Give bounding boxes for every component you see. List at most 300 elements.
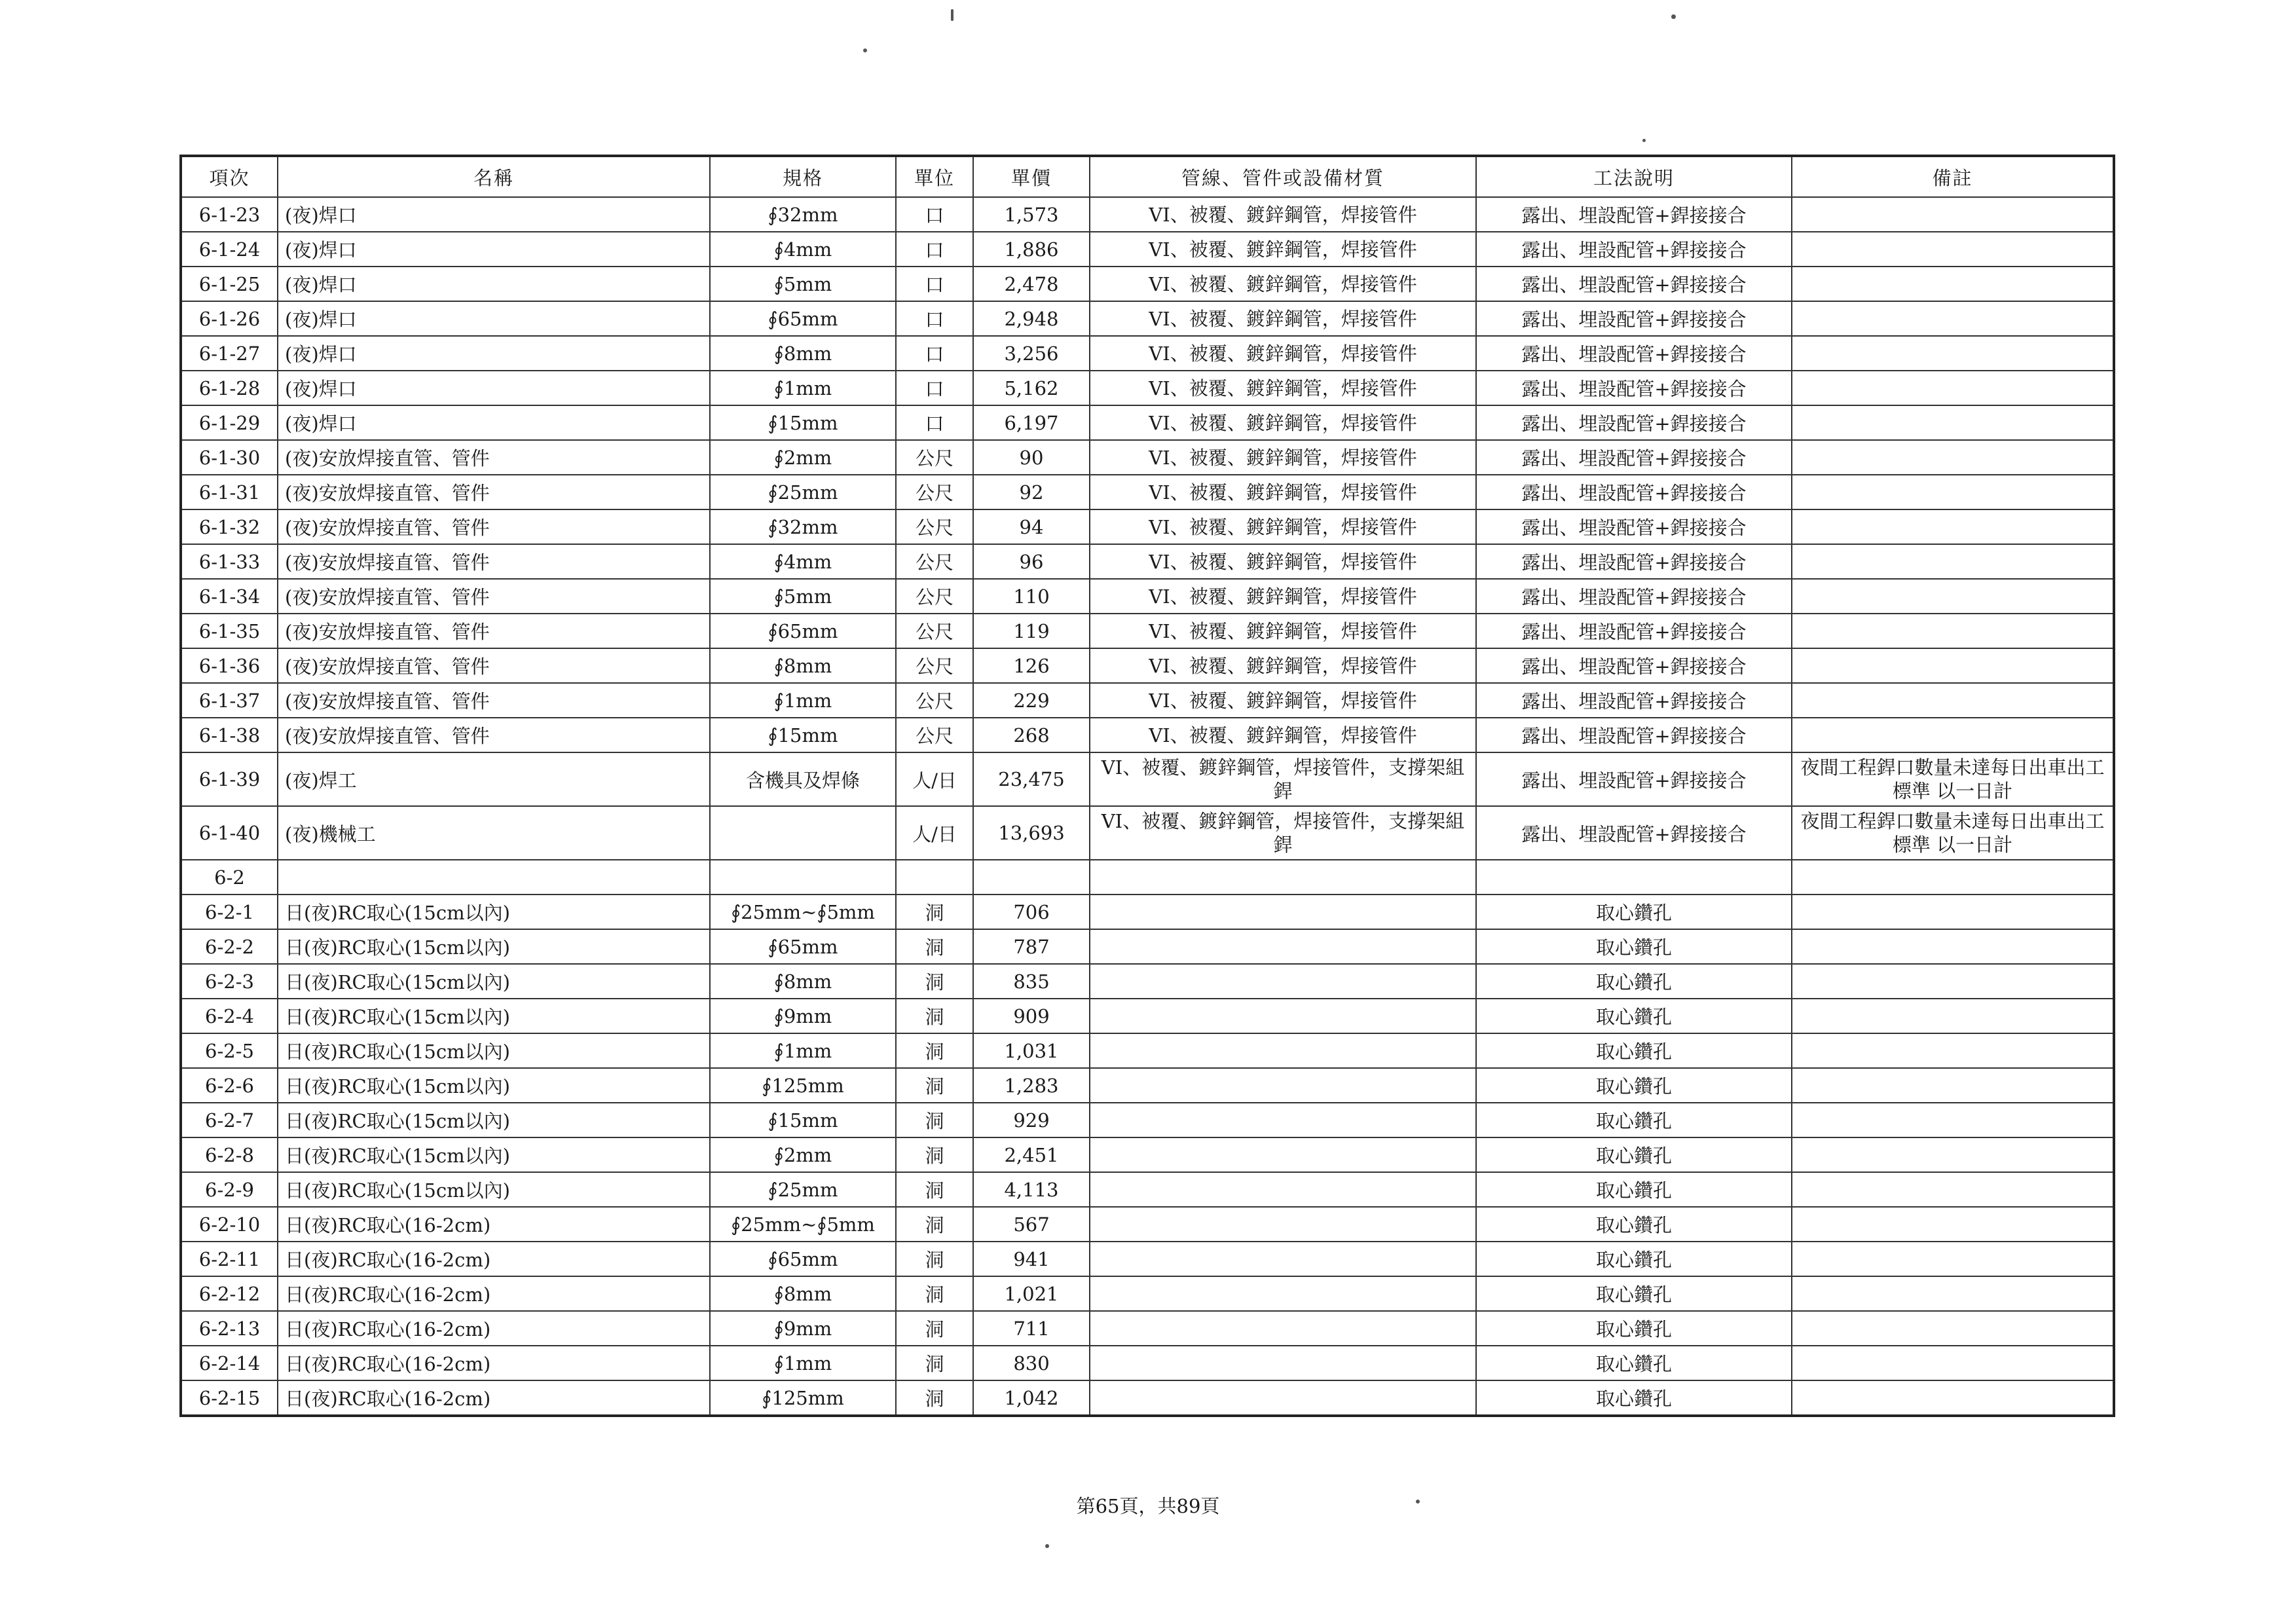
cell-item-no: 6-1-26 <box>181 301 278 336</box>
cell-material <box>1090 1311 1476 1346</box>
cell-method: 露出、埋設配管+銲接接合 <box>1476 197 1792 232</box>
table-body <box>181 197 2114 1416</box>
cell-unit: 洞 <box>896 1311 973 1346</box>
cell-spec: ∮1mm <box>710 1033 896 1068</box>
cell-spec: ∮1mm <box>710 371 896 405</box>
scan-speck <box>1642 139 1646 142</box>
table-row <box>181 1068 2114 1103</box>
cell-spec: ∮15mm <box>710 405 896 440</box>
cell-item-no: 6-1-33 <box>181 544 278 579</box>
cell-unit: 公尺 <box>896 718 973 752</box>
table-row <box>181 1137 2114 1172</box>
cell-remark: 夜間工程銲口數量未達每日出車出工標準 以一日計 <box>1792 752 2114 806</box>
cell-method: 取心鑽孔 <box>1476 1346 1792 1380</box>
cell-item-no: 6-2-15 <box>181 1380 278 1416</box>
cell-remark <box>1792 1103 2114 1137</box>
cell-item-no: 6-1-28 <box>181 371 278 405</box>
scan-speck <box>951 9 954 21</box>
cell-unit: 洞 <box>896 929 973 964</box>
cell-method: 取心鑽孔 <box>1476 1103 1792 1137</box>
cell-name: 日(夜)RC取心(15cm以內) <box>278 1172 710 1207</box>
table-row <box>181 336 2114 371</box>
cell-spec: ∮8mm <box>710 964 896 999</box>
cell-unit-price: 835 <box>973 964 1090 999</box>
cell-unit-price: 2,948 <box>973 301 1090 336</box>
table-row <box>181 806 2114 860</box>
cell-remark <box>1792 336 2114 371</box>
cell-name: (夜)安放焊接直管、管件 <box>278 579 710 614</box>
cell-unit-price: 929 <box>973 1103 1090 1137</box>
cell-unit-price: 90 <box>973 440 1090 475</box>
cell-method: 取心鑽孔 <box>1476 1207 1792 1242</box>
cell-unit: 公尺 <box>896 544 973 579</box>
cell-material: VI、被覆、鍍鋅鋼管，焊接管件 <box>1090 267 1476 301</box>
cell-unit: 口 <box>896 232 973 267</box>
cell-unit: 公尺 <box>896 648 973 683</box>
cell-unit: 公尺 <box>896 509 973 544</box>
cell-unit-price: 909 <box>973 999 1090 1033</box>
cell-material <box>1090 999 1476 1033</box>
table-row <box>181 718 2114 752</box>
cell-method: 取心鑽孔 <box>1476 1068 1792 1103</box>
cell-name: 日(夜)RC取心(15cm以內) <box>278 929 710 964</box>
cell-spec: ∮25mm~∮5mm <box>710 1207 896 1242</box>
table-row <box>181 1380 2114 1416</box>
cell-unit: 洞 <box>896 1172 973 1207</box>
cell-remark <box>1792 1033 2114 1068</box>
cell-material <box>1090 1242 1476 1276</box>
cell-spec: ∮65mm <box>710 301 896 336</box>
table-row <box>181 509 2114 544</box>
cell-unit: 口 <box>896 405 973 440</box>
cell-unit-price: 1,021 <box>973 1276 1090 1311</box>
cell-name: (夜)安放焊接直管、管件 <box>278 683 710 718</box>
cell-name: 日(夜)RC取心(15cm以內) <box>278 895 710 929</box>
cell-material: VI、被覆、鍍鋅鋼管，焊接管件 <box>1090 440 1476 475</box>
cell-spec: ∮65mm <box>710 1242 896 1276</box>
cell-method: 露出、埋設配管+銲接接合 <box>1476 614 1792 648</box>
cell-name: 日(夜)RC取心(15cm以內) <box>278 1103 710 1137</box>
cell-unit: 洞 <box>896 1103 973 1137</box>
table-row <box>181 1242 2114 1276</box>
cell-remark <box>1792 232 2114 267</box>
cell-method: 露出、埋設配管+銲接接合 <box>1476 718 1792 752</box>
cell-item-no: 6-1-35 <box>181 614 278 648</box>
scan-speck <box>1416 1500 1420 1504</box>
cell-material <box>1090 1346 1476 1380</box>
cell-method: 取心鑽孔 <box>1476 1172 1792 1207</box>
cell-material: VI、被覆、鍍鋅鋼管，焊接管件 <box>1090 371 1476 405</box>
cell-spec: ∮65mm <box>710 929 896 964</box>
cell-unit-price: 229 <box>973 683 1090 718</box>
cell-remark <box>1792 1346 2114 1380</box>
cell-material: VI、被覆、鍍鋅鋼管，焊接管件 <box>1090 405 1476 440</box>
cell-spec: ∮9mm <box>710 999 896 1033</box>
cell-remark <box>1792 895 2114 929</box>
cell-remark: 夜間工程銲口數量未達每日出車出工標準 以一日計 <box>1792 806 2114 860</box>
cell-unit-price: 1,042 <box>973 1380 1090 1416</box>
cell-remark <box>1792 614 2114 648</box>
table-row <box>181 440 2114 475</box>
table-row <box>181 197 2114 232</box>
cell-name: (夜)安放焊接直管、管件 <box>278 648 710 683</box>
cell-name: (夜)安放焊接直管、管件 <box>278 475 710 509</box>
cell-unit: 口 <box>896 371 973 405</box>
cell-method: 露出、埋設配管+銲接接合 <box>1476 509 1792 544</box>
cell-item-no: 6-2-3 <box>181 964 278 999</box>
table-row <box>181 371 2114 405</box>
cell-method: 取心鑽孔 <box>1476 1033 1792 1068</box>
cell-name: (夜)安放焊接直管、管件 <box>278 509 710 544</box>
cell-method: 露出、埋設配管+銲接接合 <box>1476 579 1792 614</box>
cell-name: 日(夜)RC取心(16-2cm) <box>278 1380 710 1416</box>
cell-unit-price: 96 <box>973 544 1090 579</box>
table-row <box>181 752 2114 806</box>
cell-name: (夜)焊口 <box>278 232 710 267</box>
cell-spec: ∮5mm <box>710 267 896 301</box>
cell-name: (夜)安放焊接直管、管件 <box>278 718 710 752</box>
cell-method: 露出、埋設配管+銲接接合 <box>1476 267 1792 301</box>
cell-item-no: 6-1-30 <box>181 440 278 475</box>
cell-method: 取心鑽孔 <box>1476 964 1792 999</box>
cell-item-no: 6-1-23 <box>181 197 278 232</box>
table-row <box>181 999 2114 1033</box>
cell-unit: 洞 <box>896 1380 973 1416</box>
cell-method: 露出、埋設配管+銲接接合 <box>1476 301 1792 336</box>
cell-unit-price: 1,283 <box>973 1068 1090 1103</box>
cell-unit-price: 711 <box>973 1311 1090 1346</box>
header-item-no: 項次 <box>181 156 278 197</box>
cell-remark <box>1792 405 2114 440</box>
cell-method: 露出、埋設配管+銲接接合 <box>1476 440 1792 475</box>
cell-material <box>1090 964 1476 999</box>
cell-name: 日(夜)RC取心(15cm以內) <box>278 1033 710 1068</box>
cell-remark <box>1792 1137 2114 1172</box>
cell-method: 露出、埋設配管+銲接接合 <box>1476 405 1792 440</box>
table-row <box>181 475 2114 509</box>
cell-item-no: 6-2-8 <box>181 1137 278 1172</box>
price-table-sheet <box>179 155 2113 1417</box>
cell-remark <box>1792 648 2114 683</box>
cell-item-no: 6-2-11 <box>181 1242 278 1276</box>
cell-unit-price: 268 <box>973 718 1090 752</box>
cell-unit <box>896 860 973 895</box>
header-unit-price: 單價 <box>973 156 1090 197</box>
cell-material <box>1090 1172 1476 1207</box>
cell-unit: 公尺 <box>896 614 973 648</box>
cell-unit-price: 1,886 <box>973 232 1090 267</box>
cell-name: 日(夜)RC取心(15cm以內) <box>278 964 710 999</box>
cell-spec: ∮25mm <box>710 1172 896 1207</box>
cell-material: VI、被覆、鍍鋅鋼管，焊接管件 <box>1090 718 1476 752</box>
header-name: 名稱 <box>278 156 710 197</box>
cell-spec: ∮1mm <box>710 683 896 718</box>
cell-remark <box>1792 683 2114 718</box>
cell-unit-price: 5,162 <box>973 371 1090 405</box>
cell-name: 日(夜)RC取心(15cm以內) <box>278 1137 710 1172</box>
table-row <box>181 267 2114 301</box>
cell-unit: 人/日 <box>896 806 973 860</box>
cell-unit-price: 23,475 <box>973 752 1090 806</box>
table-row <box>181 579 2114 614</box>
table-row <box>181 1207 2114 1242</box>
scan-speck <box>863 48 867 52</box>
cell-name: (夜)安放焊接直管、管件 <box>278 614 710 648</box>
cell-remark <box>1792 579 2114 614</box>
header-method: 工法說明 <box>1476 156 1792 197</box>
cell-spec: ∮2mm <box>710 1137 896 1172</box>
cell-remark <box>1792 1276 2114 1311</box>
cell-item-no: 6-2-7 <box>181 1103 278 1137</box>
cell-name: 日(夜)RC取心(15cm以內) <box>278 1068 710 1103</box>
cell-method: 露出、埋設配管+銲接接合 <box>1476 475 1792 509</box>
cell-item-no: 6-2-2 <box>181 929 278 964</box>
cell-unit-price: 110 <box>973 579 1090 614</box>
cell-item-no: 6-1-37 <box>181 683 278 718</box>
table-header-row <box>181 156 2114 197</box>
cell-unit: 公尺 <box>896 475 973 509</box>
cell-method: 取心鑽孔 <box>1476 999 1792 1033</box>
cell-remark <box>1792 1068 2114 1103</box>
cell-material: VI、被覆、鍍鋅鋼管，焊接管件，支撐架組銲 <box>1090 752 1476 806</box>
table-row <box>181 648 2114 683</box>
table-row <box>181 1172 2114 1207</box>
cell-spec: ∮32mm <box>710 509 896 544</box>
cell-unit: 洞 <box>896 895 973 929</box>
cell-remark <box>1792 860 2114 895</box>
cell-unit-price: 94 <box>973 509 1090 544</box>
cell-item-no: 6-2-12 <box>181 1276 278 1311</box>
table-row <box>181 1103 2114 1137</box>
cell-name: 日(夜)RC取心(16-2cm) <box>278 1346 710 1380</box>
cell-material <box>1090 1276 1476 1311</box>
cell-spec: ∮15mm <box>710 718 896 752</box>
cell-material: VI、被覆、鍍鋅鋼管，焊接管件 <box>1090 232 1476 267</box>
cell-spec: ∮5mm <box>710 579 896 614</box>
cell-name: (夜)焊口 <box>278 371 710 405</box>
cell-name: (夜)機械工 <box>278 806 710 860</box>
cell-remark <box>1792 1207 2114 1242</box>
cell-method: 露出、埋設配管+銲接接合 <box>1476 371 1792 405</box>
cell-unit: 洞 <box>896 1033 973 1068</box>
cell-method: 取心鑽孔 <box>1476 929 1792 964</box>
cell-name: 日(夜)RC取心(16-2cm) <box>278 1207 710 1242</box>
cell-remark <box>1792 964 2114 999</box>
cell-item-no: 6-1-39 <box>181 752 278 806</box>
cell-method: 露出、埋設配管+銲接接合 <box>1476 336 1792 371</box>
cell-material: VI、被覆、鍍鋅鋼管，焊接管件 <box>1090 614 1476 648</box>
header-material: 管線、管件或設備材質 <box>1090 156 1476 197</box>
table-row <box>181 1276 2114 1311</box>
cell-remark <box>1792 999 2114 1033</box>
cell-name: 日(夜)RC取心(16-2cm) <box>278 1311 710 1346</box>
cell-spec: ∮65mm <box>710 614 896 648</box>
table-row <box>181 232 2114 267</box>
cell-unit-price: 2,478 <box>973 267 1090 301</box>
cell-method: 取心鑽孔 <box>1476 1242 1792 1276</box>
cell-method <box>1476 860 1792 895</box>
cell-name: (夜)焊口 <box>278 267 710 301</box>
table-row <box>181 301 2114 336</box>
cell-name: (夜)焊口 <box>278 336 710 371</box>
cell-material <box>1090 1380 1476 1416</box>
cell-unit-price: 1,031 <box>973 1033 1090 1068</box>
cell-item-no: 6-1-31 <box>181 475 278 509</box>
table-row <box>181 683 2114 718</box>
cell-item-no: 6-1-34 <box>181 579 278 614</box>
cell-unit: 口 <box>896 301 973 336</box>
cell-unit-price: 830 <box>973 1346 1090 1380</box>
cell-unit: 口 <box>896 336 973 371</box>
table-row <box>181 895 2114 929</box>
cell-remark <box>1792 440 2114 475</box>
cell-spec: ∮2mm <box>710 440 896 475</box>
cell-item-no: 6-2-9 <box>181 1172 278 1207</box>
cell-unit: 洞 <box>896 999 973 1033</box>
cell-unit: 洞 <box>896 1242 973 1276</box>
cell-spec: ∮9mm <box>710 1311 896 1346</box>
cell-remark <box>1792 1172 2114 1207</box>
cell-item-no: 6-2-13 <box>181 1311 278 1346</box>
cell-item-no: 6-2-10 <box>181 1207 278 1242</box>
cell-spec: ∮125mm <box>710 1068 896 1103</box>
table-row <box>181 929 2114 964</box>
cell-remark <box>1792 509 2114 544</box>
cell-spec: ∮4mm <box>710 232 896 267</box>
table-row <box>181 544 2114 579</box>
cell-unit: 洞 <box>896 1137 973 1172</box>
cell-material: VI、被覆、鍍鋅鋼管，焊接管件 <box>1090 509 1476 544</box>
page-footer: 第65頁，共89頁 <box>1076 1495 1220 1517</box>
cell-unit: 洞 <box>896 1068 973 1103</box>
cell-unit-price: 787 <box>973 929 1090 964</box>
cell-method: 取心鑽孔 <box>1476 1276 1792 1311</box>
cell-spec: ∮25mm <box>710 475 896 509</box>
cell-unit-price <box>973 860 1090 895</box>
cell-spec: ∮8mm <box>710 336 896 371</box>
cell-material <box>1090 1137 1476 1172</box>
cell-item-no: 6-2 <box>181 860 278 895</box>
cell-name: 日(夜)RC取心(16-2cm) <box>278 1276 710 1311</box>
cell-item-no: 6-1-40 <box>181 806 278 860</box>
cell-spec: ∮4mm <box>710 544 896 579</box>
cell-name: (夜)焊工 <box>278 752 710 806</box>
cell-item-no: 6-2-5 <box>181 1033 278 1068</box>
cell-method: 露出、埋設配管+銲接接合 <box>1476 232 1792 267</box>
cell-unit: 人/日 <box>896 752 973 806</box>
cell-spec: ∮8mm <box>710 1276 896 1311</box>
cell-spec: ∮1mm <box>710 1346 896 1380</box>
cell-name: 日(夜)RC取心(15cm以內) <box>278 999 710 1033</box>
cell-remark <box>1792 1380 2114 1416</box>
cell-unit-price: 13,693 <box>973 806 1090 860</box>
cell-method: 露出、埋設配管+銲接接合 <box>1476 752 1792 806</box>
cell-name: (夜)焊口 <box>278 405 710 440</box>
cell-material: VI、被覆、鍍鋅鋼管，焊接管件 <box>1090 579 1476 614</box>
cell-spec: ∮125mm <box>710 1380 896 1416</box>
cell-item-no: 6-1-27 <box>181 336 278 371</box>
cell-unit-price: 126 <box>973 648 1090 683</box>
cell-unit: 洞 <box>896 964 973 999</box>
cell-remark <box>1792 929 2114 964</box>
cell-item-no: 6-2-4 <box>181 999 278 1033</box>
cell-material: VI、被覆、鍍鋅鋼管，焊接管件，支撐架組銲 <box>1090 806 1476 860</box>
cell-spec: ∮25mm~∮5mm <box>710 895 896 929</box>
cell-remark <box>1792 197 2114 232</box>
cell-unit-price: 119 <box>973 614 1090 648</box>
cell-spec: ∮8mm <box>710 648 896 683</box>
cell-remark <box>1792 475 2114 509</box>
table-row <box>181 405 2114 440</box>
cell-method: 取心鑽孔 <box>1476 1137 1792 1172</box>
cell-unit: 公尺 <box>896 579 973 614</box>
cell-unit-price: 92 <box>973 475 1090 509</box>
header-remark: 備註 <box>1792 156 2114 197</box>
cell-material: VI、被覆、鍍鋅鋼管，焊接管件 <box>1090 336 1476 371</box>
cell-remark <box>1792 301 2114 336</box>
cell-method: 露出、埋設配管+銲接接合 <box>1476 544 1792 579</box>
cell-unit: 公尺 <box>896 440 973 475</box>
cell-unit: 口 <box>896 197 973 232</box>
cell-material <box>1090 1207 1476 1242</box>
cell-remark <box>1792 1242 2114 1276</box>
cell-remark <box>1792 1311 2114 1346</box>
cell-remark <box>1792 544 2114 579</box>
cell-material: VI、被覆、鍍鋅鋼管，焊接管件 <box>1090 475 1476 509</box>
table-row <box>181 860 2114 895</box>
cell-spec: 含機具及焊條 <box>710 752 896 806</box>
cell-name: (夜)焊口 <box>278 301 710 336</box>
cell-material <box>1090 1068 1476 1103</box>
cell-unit-price: 567 <box>973 1207 1090 1242</box>
cell-spec <box>710 860 896 895</box>
price-table <box>179 155 2115 1417</box>
cell-name: (夜)焊口 <box>278 197 710 232</box>
cell-remark <box>1792 267 2114 301</box>
cell-item-no: 6-1-29 <box>181 405 278 440</box>
cell-material: VI、被覆、鍍鋅鋼管，焊接管件 <box>1090 683 1476 718</box>
cell-item-no: 6-1-25 <box>181 267 278 301</box>
cell-name: (夜)安放焊接直管、管件 <box>278 544 710 579</box>
cell-name: 日(夜)RC取心(16-2cm) <box>278 1242 710 1276</box>
cell-unit-price: 4,113 <box>973 1172 1090 1207</box>
cell-unit: 洞 <box>896 1207 973 1242</box>
cell-unit-price: 3,256 <box>973 336 1090 371</box>
cell-unit-price: 6,197 <box>973 405 1090 440</box>
scan-speck <box>1671 14 1676 19</box>
cell-item-no: 6-1-32 <box>181 509 278 544</box>
cell-name <box>278 860 710 895</box>
cell-method: 露出、埋設配管+銲接接合 <box>1476 806 1792 860</box>
cell-item-no: 6-2-1 <box>181 895 278 929</box>
cell-material <box>1090 929 1476 964</box>
cell-item-no: 6-2-6 <box>181 1068 278 1103</box>
cell-remark <box>1792 718 2114 752</box>
cell-material <box>1090 895 1476 929</box>
table-row <box>181 1033 2114 1068</box>
cell-spec <box>710 806 896 860</box>
cell-material <box>1090 860 1476 895</box>
table-row <box>181 614 2114 648</box>
table-row <box>181 1311 2114 1346</box>
cell-material: VI、被覆、鍍鋅鋼管，焊接管件 <box>1090 301 1476 336</box>
cell-unit: 口 <box>896 267 973 301</box>
cell-unit-price: 941 <box>973 1242 1090 1276</box>
cell-method: 取心鑽孔 <box>1476 1380 1792 1416</box>
cell-unit: 洞 <box>896 1346 973 1380</box>
cell-material: VI、被覆、鍍鋅鋼管，焊接管件 <box>1090 544 1476 579</box>
cell-unit: 公尺 <box>896 683 973 718</box>
